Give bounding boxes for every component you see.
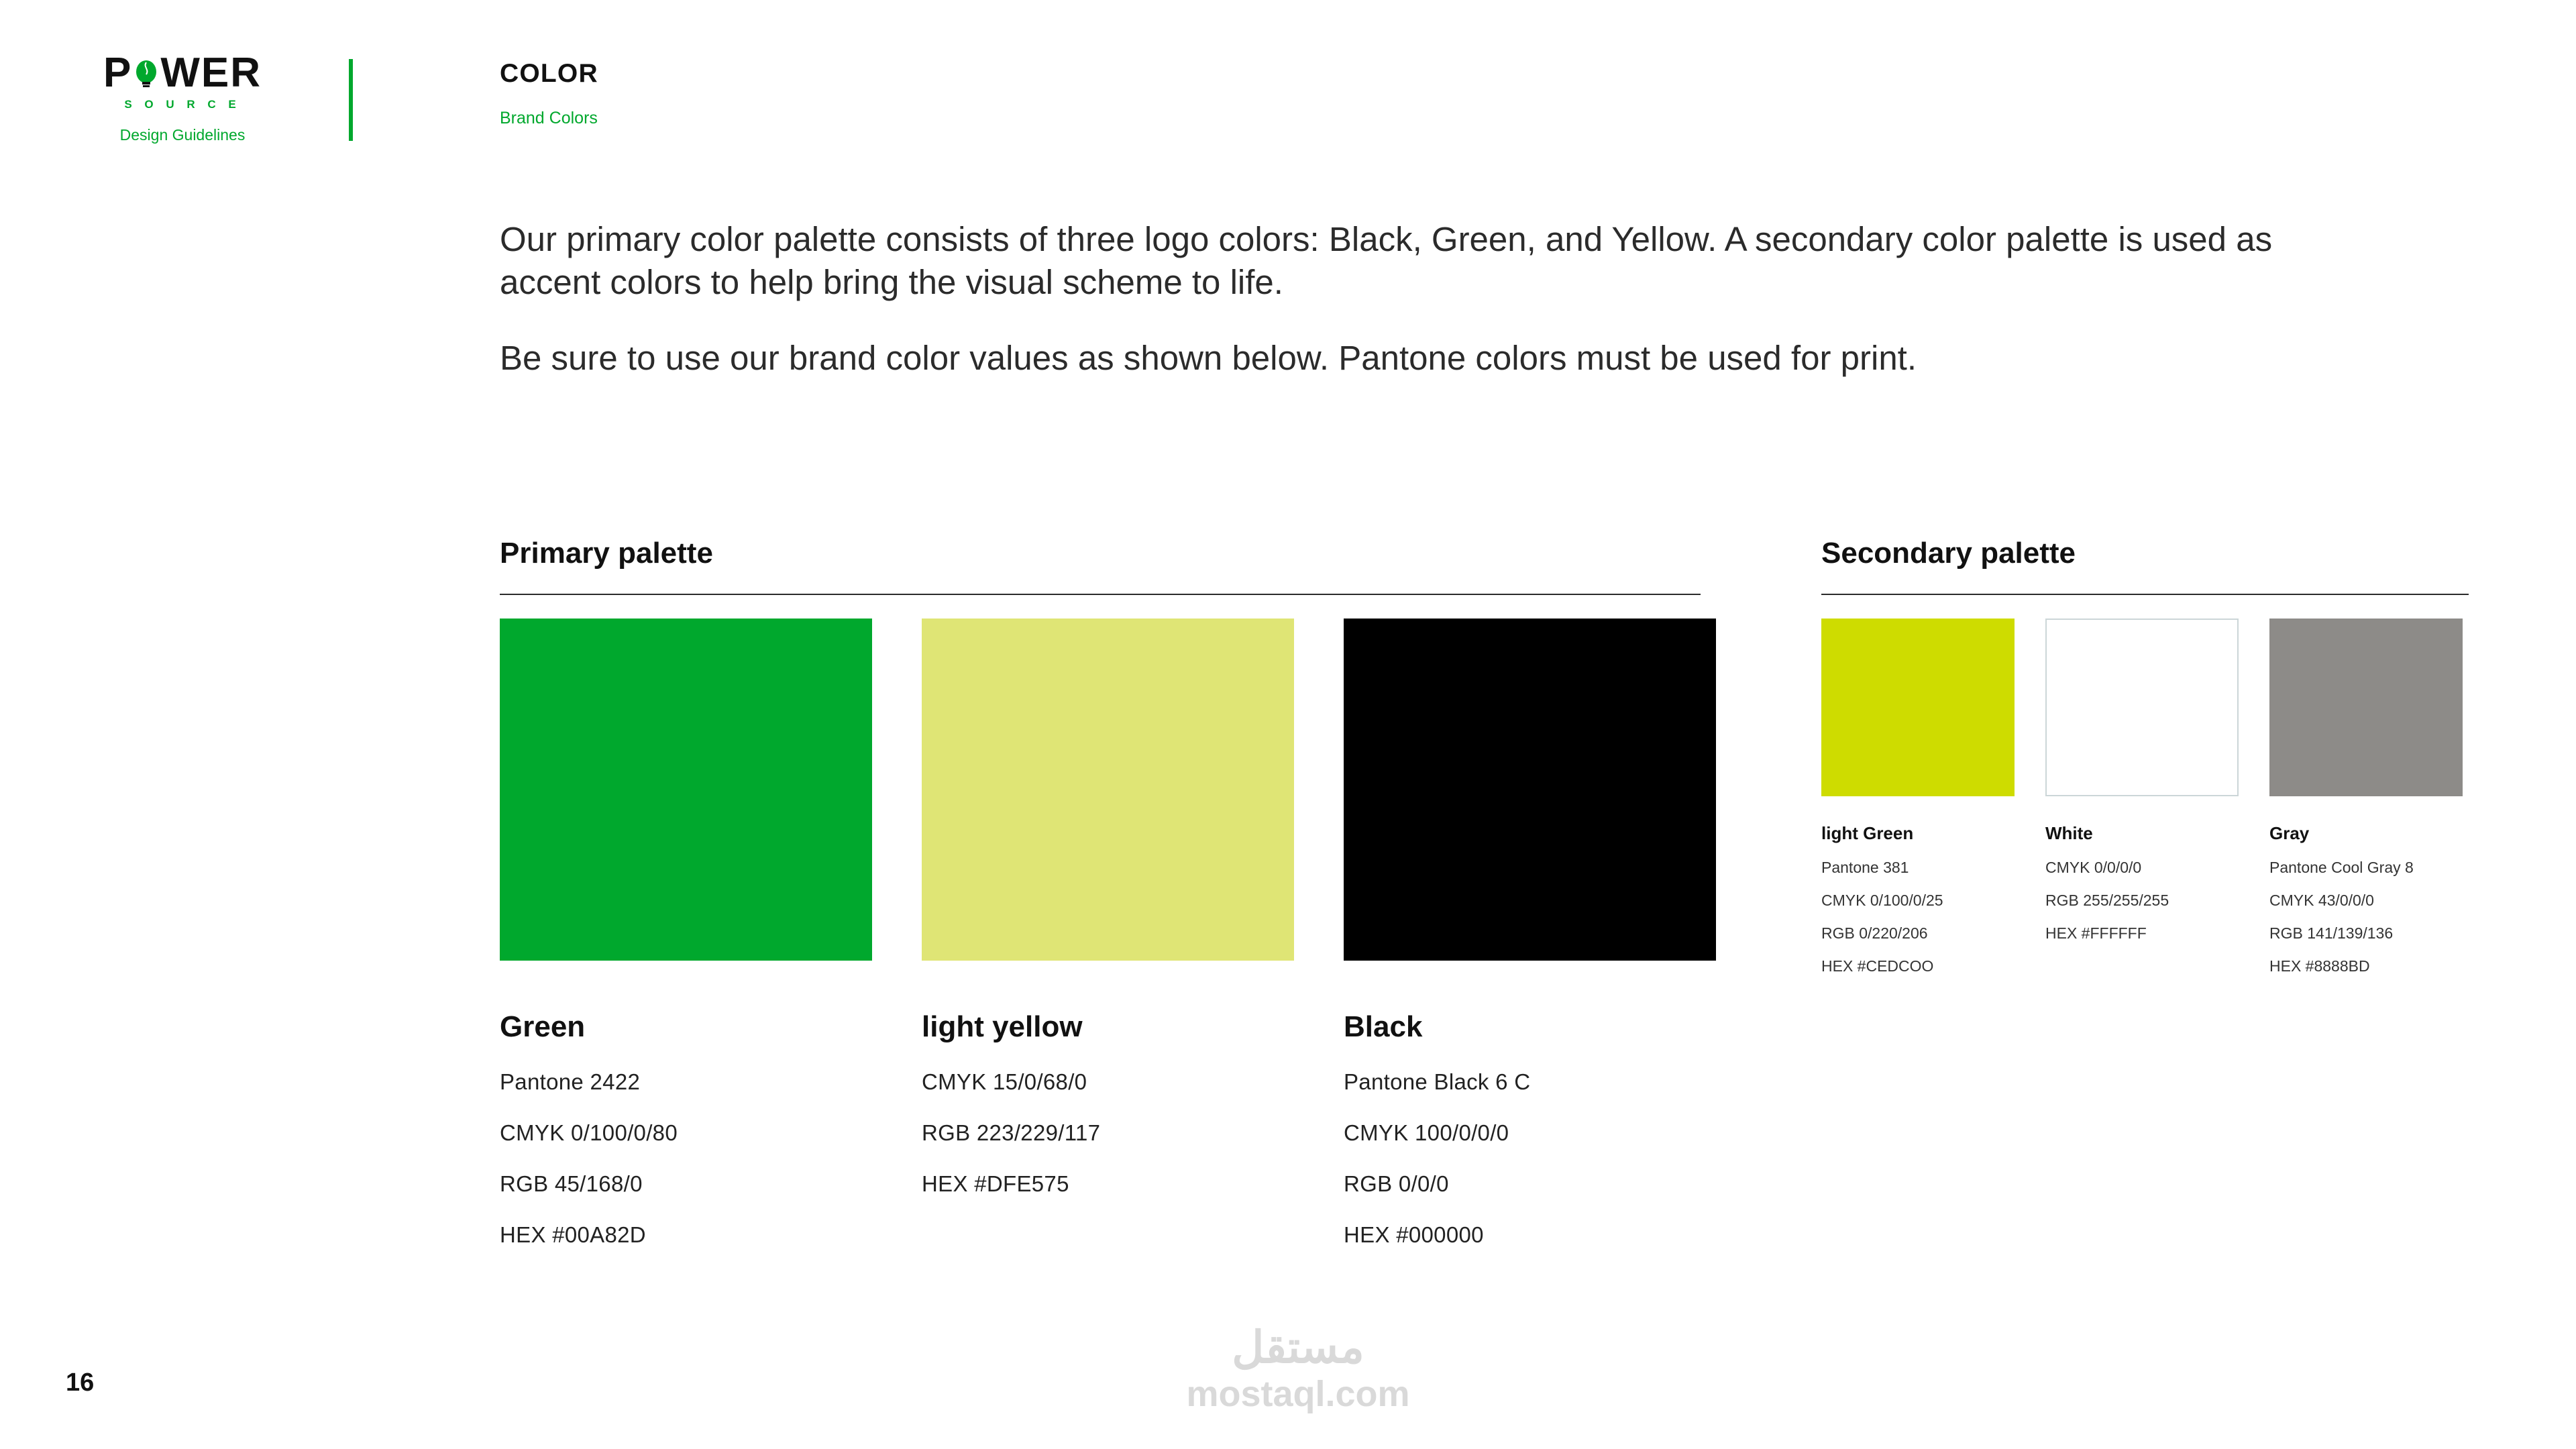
- color-spec: CMYK 100/0/0/0: [1344, 1120, 1509, 1145]
- logo-tagline: Design Guidelines: [119, 126, 246, 144]
- color-name: Gray: [2269, 823, 2310, 843]
- color-card: [922, 619, 1294, 1248]
- primary-palette-row: [500, 619, 1707, 1248]
- color-swatch: [2045, 619, 2239, 796]
- page-title: COLOR: [500, 59, 598, 88]
- color-spec: CMYK 0/0/0/0: [2045, 859, 2142, 876]
- color-spec: HEX #CEDCOO: [1821, 957, 1934, 975]
- intro-copy: [500, 218, 2351, 380]
- intro-paragraph-1: Our primary color palette consists of three logo colors: Black, Green, and Yellow. A secondary color palette is used as accent colors to help bring the visual scheme to life.: [500, 220, 2273, 302]
- color-spec: CMYK 0/100/0/25: [1821, 892, 1943, 909]
- color-spec: Pantone Black 6 C: [1344, 1069, 1531, 1094]
- watermark: [1140, 1322, 1456, 1414]
- brand-logo: [62, 52, 303, 144]
- color-card: [2269, 619, 2463, 975]
- secondary-palette-rule: [1821, 594, 2469, 595]
- secondary-palette-heading: Secondary palette: [1821, 537, 2076, 570]
- color-card: [500, 619, 872, 1248]
- color-spec: RGB 45/168/0: [500, 1171, 643, 1196]
- color-name: light yellow: [922, 1010, 1083, 1043]
- color-spec: RGB 223/229/117: [922, 1120, 1101, 1145]
- logo-letter-p: P: [103, 50, 133, 96]
- color-card: [1344, 619, 1716, 1248]
- color-name: Black: [1344, 1010, 1423, 1043]
- color-swatch: [922, 619, 1294, 961]
- primary-palette-heading: Primary palette: [500, 537, 713, 570]
- color-spec: RGB 0/0/0: [1344, 1171, 1449, 1196]
- color-spec: HEX #00A82D: [500, 1222, 646, 1247]
- color-spec: Pantone 381: [1821, 859, 1909, 876]
- color-swatch: [1344, 619, 1716, 961]
- color-spec: Pantone Cool Gray 8: [2269, 859, 2414, 876]
- color-spec: RGB 141/139/136: [2269, 924, 2394, 942]
- logo-subtext: S O U R C E: [124, 98, 241, 111]
- color-spec: RGB 255/255/255: [2045, 892, 2169, 909]
- watermark-latin: mostaql.com: [1186, 1374, 1410, 1414]
- intro-paragraph-2: Be sure to use our brand color values as shown below. Pantone colors must be used for print.: [500, 338, 1917, 377]
- color-swatch: [500, 619, 872, 961]
- logo-letters-wer: WER: [160, 50, 262, 96]
- color-spec: CMYK 15/0/68/0: [922, 1069, 1087, 1094]
- primary-palette-rule: [500, 594, 1701, 595]
- color-swatch: [1821, 619, 2015, 796]
- header-divider: [349, 59, 353, 141]
- color-spec: HEX #FFFFFF: [2045, 924, 2147, 942]
- color-name: Green: [500, 1010, 586, 1043]
- color-spec: HEX #8888BD: [2269, 957, 2370, 975]
- color-card: [1821, 619, 2015, 975]
- page-subtitle: Brand Colors: [500, 109, 598, 127]
- color-spec: Pantone 2422: [500, 1069, 641, 1094]
- page-number: 16: [66, 1368, 95, 1397]
- color-name: light Green: [1821, 823, 1914, 843]
- logo-wordmark: [103, 52, 262, 94]
- color-spec: CMYK 43/0/0/0: [2269, 892, 2374, 909]
- color-name: White: [2045, 823, 2093, 843]
- watermark-arabic: مستقل: [1232, 1322, 1364, 1372]
- color-spec: CMYK 0/100/0/80: [500, 1120, 678, 1145]
- page-header: [0, 0, 2576, 181]
- color-spec: HEX #000000: [1344, 1222, 1484, 1247]
- lightbulb-icon: [131, 58, 162, 89]
- header-title-block: [500, 59, 598, 128]
- color-card: [2045, 619, 2239, 975]
- color-swatch: [2269, 619, 2463, 796]
- color-spec: HEX #DFE575: [922, 1171, 1069, 1196]
- secondary-palette-row: [1821, 619, 2463, 975]
- color-spec: RGB 0/220/206: [1821, 924, 1928, 942]
